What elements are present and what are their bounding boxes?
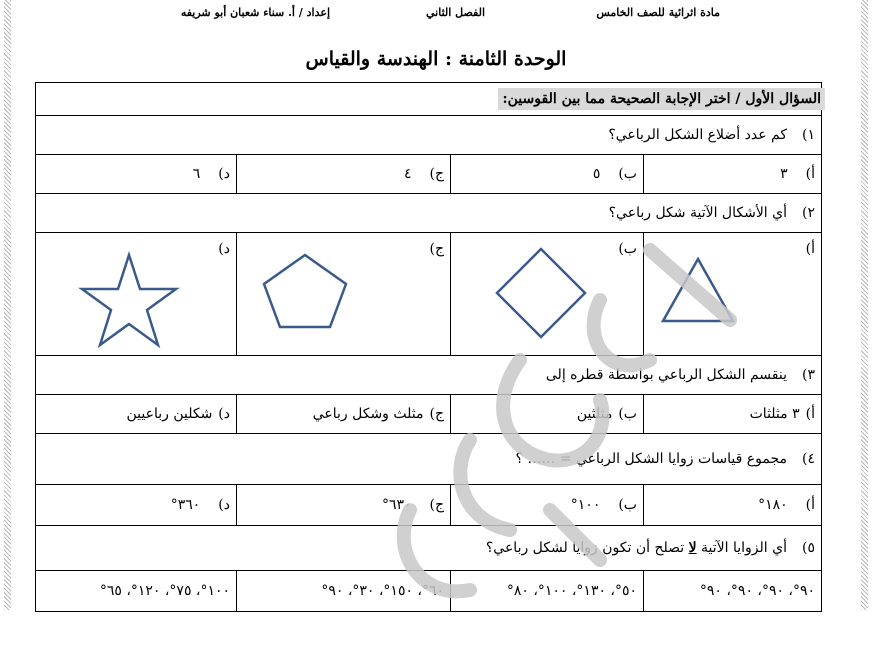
question-text-before: أي الزوايا الآتية bbox=[696, 540, 787, 556]
term-label: الفصل الثاني bbox=[426, 6, 485, 19]
question-text: أي الأشكال الآتية شكل رباعي؟ bbox=[608, 205, 787, 221]
subject-label: مادة اثرائية للصف الخامس bbox=[596, 6, 720, 19]
question-number: ٣) bbox=[802, 367, 815, 383]
option-c[interactable]: ج) bbox=[237, 233, 451, 356]
question-number: ٢) bbox=[802, 205, 815, 221]
option-b[interactable]: ب)مثلثين bbox=[451, 395, 644, 434]
options-row bbox=[35, 395, 821, 434]
questions-table bbox=[35, 82, 822, 612]
option-d[interactable]: ١٠٠°، ٧٥°، ١٢٠°، ٦٥° bbox=[35, 571, 236, 612]
question-number: ١) bbox=[802, 127, 815, 143]
page-title: الوحدة الثامنة : الهندسة والقياس bbox=[305, 48, 567, 70]
shape-options-row bbox=[35, 233, 821, 356]
question-number: ٤) bbox=[802, 451, 815, 467]
question-text: ينقسم الشكل الرباعي بواسطة قطره إلى bbox=[545, 367, 787, 383]
option-b[interactable]: ٥٠°، ١٣٠°، ١٠٠°، ٨٠° bbox=[451, 571, 644, 612]
option-c[interactable]: ج)مثلث وشكل رباعي bbox=[237, 395, 451, 434]
option-c[interactable]: ج)٤ bbox=[237, 155, 451, 194]
triangle-icon bbox=[655, 253, 745, 333]
question-row bbox=[35, 194, 821, 233]
option-d[interactable]: د)٣٦٠° bbox=[35, 485, 236, 526]
star-icon bbox=[74, 251, 184, 351]
option-a[interactable]: أ)١٨٠° bbox=[644, 485, 822, 526]
option-a[interactable]: أ)٣ مثلثات bbox=[644, 395, 822, 434]
option-c[interactable]: ٦٠°، ١٥٠°، ٣٠°، ٩٠° bbox=[237, 571, 451, 612]
option-d[interactable]: د) bbox=[35, 233, 236, 356]
question-row bbox=[35, 356, 821, 395]
right-border bbox=[861, 0, 868, 610]
option-b[interactable]: ب)١٠٠° bbox=[451, 485, 644, 526]
question-row bbox=[35, 526, 821, 571]
option-c[interactable]: ج)٦٣٠° bbox=[237, 485, 451, 526]
question-text-after: تصلح أن تكون زوايا لشكل رباعي؟ bbox=[485, 540, 689, 556]
author-label: إعداد / أ. سناء شعبان أبو شريفه bbox=[180, 6, 330, 19]
option-b[interactable]: ب) bbox=[451, 233, 644, 356]
page-header bbox=[150, 6, 720, 24]
options-row bbox=[35, 485, 821, 526]
question-sheet bbox=[36, 82, 822, 622]
option-d[interactable]: د)شكلين رباعيين bbox=[35, 395, 236, 434]
options-row bbox=[35, 155, 821, 194]
question-text: مجموع قياسات زوايا الشكل الرباعي = …… ؟ bbox=[515, 451, 787, 467]
question-row bbox=[35, 434, 821, 485]
option-a[interactable]: أ)٣ bbox=[644, 155, 822, 194]
left-border bbox=[4, 0, 11, 610]
question-number: ٥) bbox=[802, 540, 815, 556]
question-text-negation: لا bbox=[688, 540, 697, 556]
section-heading: السؤال الأول / اختر الإجابة الصحيحة مما بين القوسين: bbox=[498, 88, 825, 110]
option-d[interactable]: د)٦ bbox=[35, 155, 236, 194]
question-text: كم عدد أضلاع الشكل الرباعي؟ bbox=[608, 127, 787, 143]
question-row bbox=[35, 116, 821, 155]
diamond-icon bbox=[491, 245, 591, 345]
pentagon-icon bbox=[262, 251, 352, 331]
option-b[interactable]: ب)٥ bbox=[451, 155, 644, 194]
option-a[interactable]: أ) bbox=[644, 233, 822, 356]
option-a[interactable]: ٩٠°، ٩٠°، ٩٠°، ٩٠° bbox=[644, 571, 822, 612]
options-row bbox=[35, 571, 821, 612]
